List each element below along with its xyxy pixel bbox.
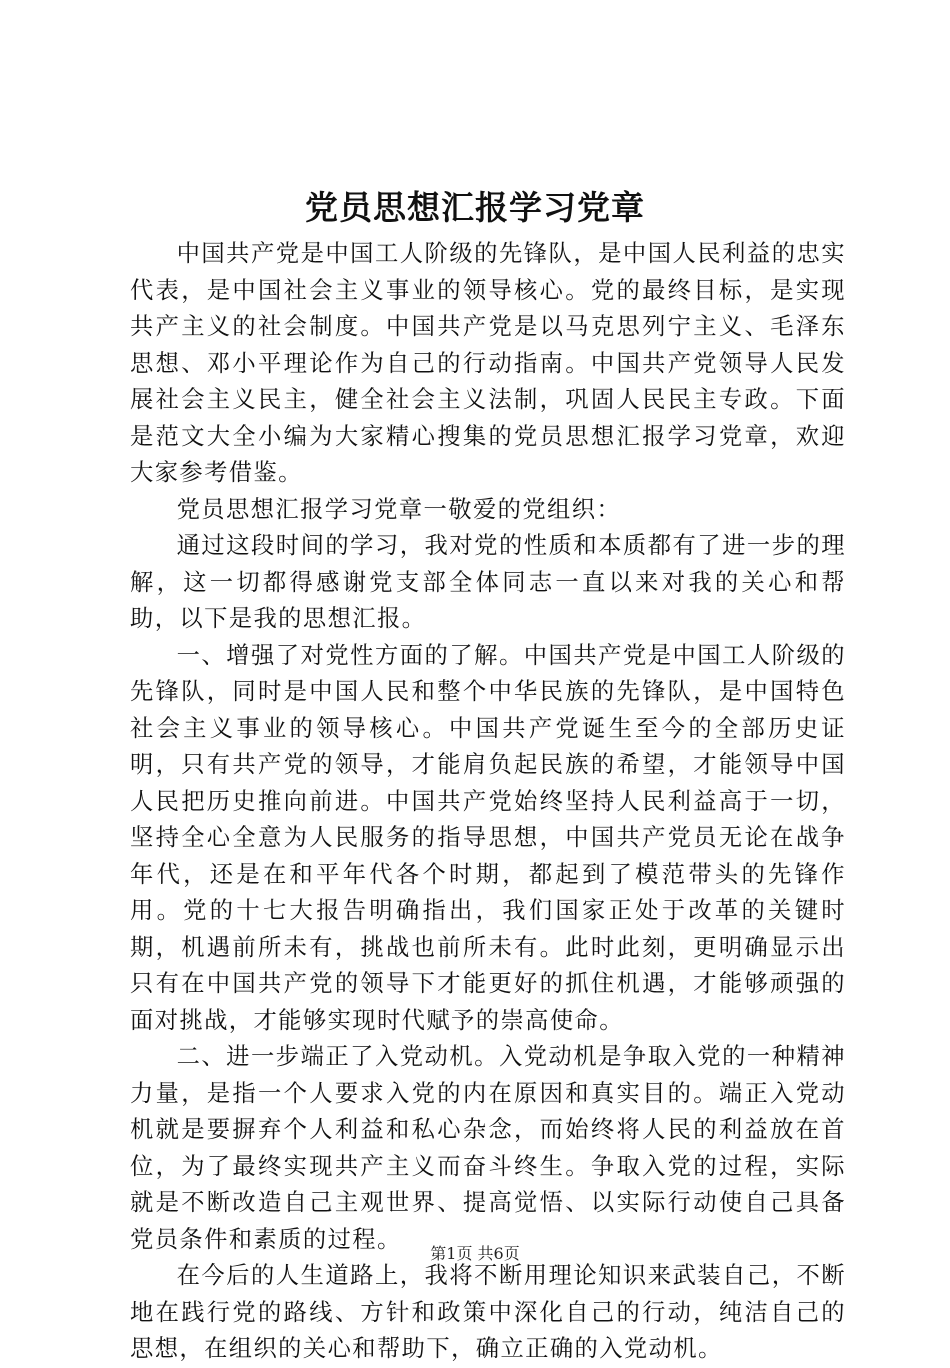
paragraph-intro: 中国共产党是中国工人阶级的先锋队，是中国人民利益的忠实代表，是中国社会主义事业的领导核心。党的最终目标，是实现共产主义的社会制度。中国共产党是以马克思列宁主义、毛泽东思想、邓小平理论作为自己的行动指南。中国共产党领导人民发展社会主义民主，健全社会主义法制，巩固人民民主专政。下面是范文大全小编为大家精心搜集的党员思想汇报学习党章，欢迎大家参考借鉴。 (130, 240, 846, 486)
paragraph-closing: 在今后的人生道路上，我将不断用理论知识来武装自己，不断地在践行党的路线、方针和政策中深化自己的行动，纯洁自己的思想，在组织的关心和帮助下，确立正确的入党动机。 (130, 1262, 846, 1362)
paragraph-section-one: 一、增强了对党性方面的了解。中国共产党是中国工人阶级的先锋队，同时是中国人民和整个中华民族的先锋队，是中国特色社会主义事业的领导核心。中国共产党诞生至今的全部历史证明，只有共产党的领导，才能肩负起民族的希望，才能领导中国人民把历史推向前进。中国共产党始终坚持人民利益高于一切，坚持全心全意为人民服务的指导思想，中国共产党员无论在战争年代，还是在和平年代各个时期，都起到了模范带头的先锋作用。党的十七大报告明确指出，我们国家正处于改革的关键时期，机遇前所未有，挑战也前所未有。此时此刻，更明确显示出只有在中国共产党的领导下才能更好的抓住机遇，才能够顽强的面对挑战，才能够实现时代赋予的崇高使命。 (130, 641, 846, 1034)
paragraph-section-two: 二、进一步端正了入党动机。入党动机是争取入党的一种精神力量，是指一个人要求入党的内在原因和真实目的。端正入党动机就是要摒弃个人利益和私心杂念，而始终将人民的利益放在首位，为了最终实现共产主义而奋斗终生。争取入党的过程，实际就是不断改造自己主观世界、提高觉悟、以实际行动使自己具备党员条件和素质的过程。 (130, 1043, 846, 1253)
paragraph-salutation: 党员思想汇报学习党章一敬爱的党组织： (176, 495, 622, 523)
paragraph-opening: 通过这段时间的学习，我对党的性质和本质都有了进一步的理解，这一切都得感谢党支部全体同志一直以来对我的关心和帮助，以下是我的思想汇报。 (130, 532, 846, 632)
document-title: 党员思想汇报学习党章 (305, 188, 645, 227)
document-body (130, 236, 846, 1368)
page-number-footer: 第1页 共6页 (430, 1244, 520, 1263)
